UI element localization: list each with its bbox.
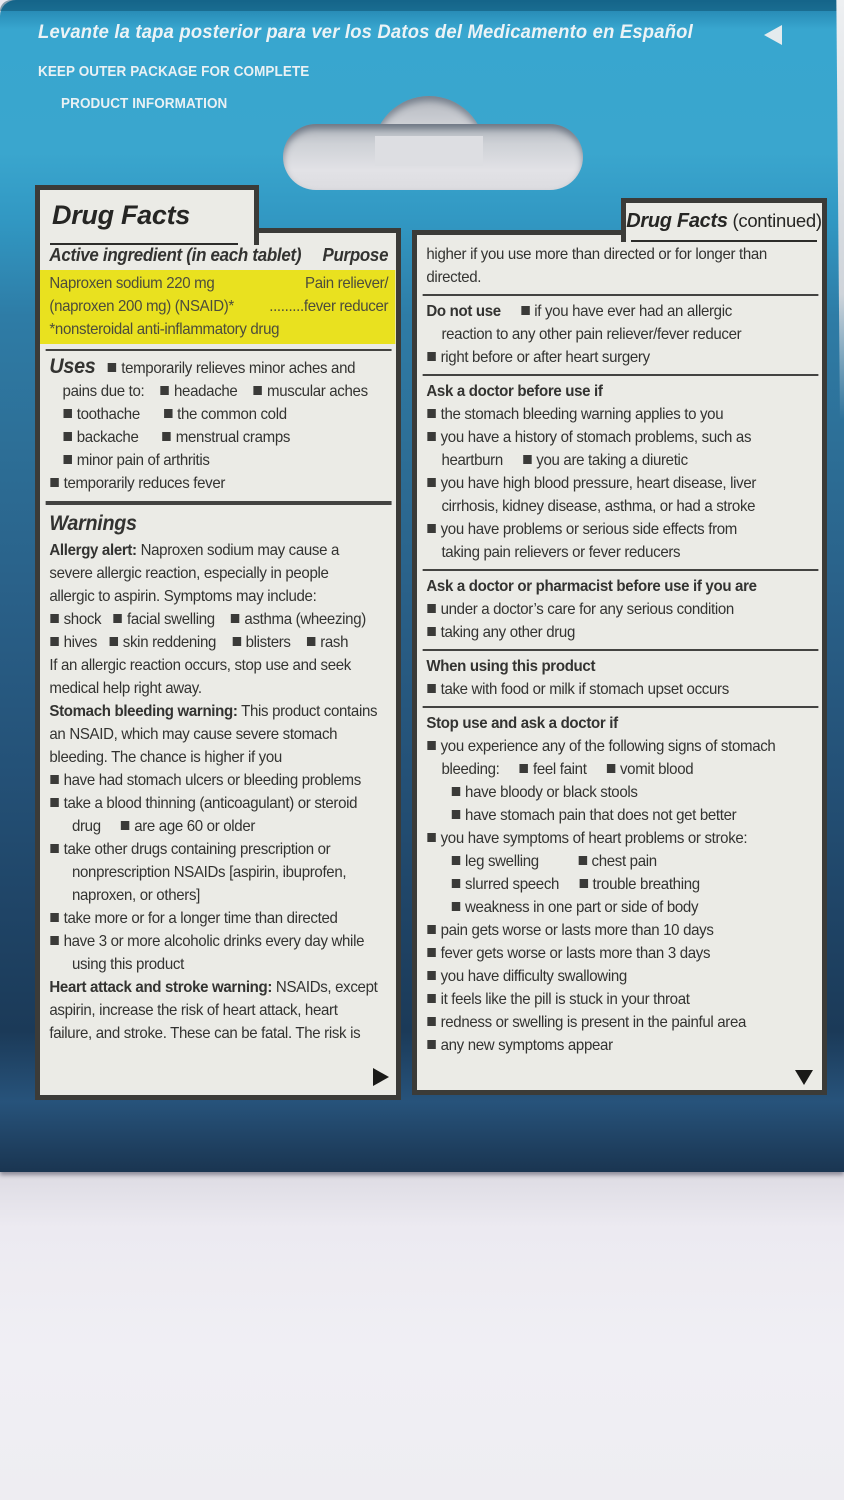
bullet-square-icon [50, 614, 58, 623]
text-segment: feel faint [529, 761, 606, 778]
text-line [426, 942, 814, 965]
text-segment: toothache [72, 406, 163, 423]
text-line [49, 654, 388, 677]
text-segment: asthma (wheezing) [240, 611, 366, 628]
col-left [49, 295, 234, 318]
text-line [49, 1022, 388, 1045]
bullet-square-icon [108, 363, 116, 372]
text-segment: minor pain of arthritis [72, 452, 210, 469]
text-line [49, 426, 388, 449]
text-line [426, 380, 814, 403]
section-divider [423, 374, 818, 376]
text-segment: hives [59, 634, 109, 651]
text-line [49, 631, 388, 654]
section-divider [46, 501, 392, 505]
text-segment: blisters [241, 634, 307, 651]
text-segment: Naproxen sodium 220 mg [49, 275, 215, 292]
text-line [426, 965, 814, 988]
text-segment: (naproxen 200 mg) (NSAID)* [49, 298, 234, 315]
text-segment: skin reddening [118, 634, 232, 651]
text-line [49, 815, 388, 838]
text-segment: the stomach bleeding warning applies to you [436, 406, 724, 423]
text-segment: aspirin, increase the risk of heart attack, heart [49, 1002, 338, 1019]
text-line [49, 403, 388, 426]
text-segment: higher if you use more than directed or for longer than [426, 246, 767, 263]
bullet-square-icon [64, 409, 72, 418]
text-line [426, 827, 814, 850]
text-segment: have had stomach ulcers or bleeding problems [59, 772, 361, 789]
text-segment: muscular aches [263, 383, 368, 400]
text-segment [501, 303, 520, 320]
text-segment: right before or after heart surgery [436, 349, 650, 366]
text-line [49, 472, 388, 495]
text-line [426, 919, 814, 942]
text-line [49, 838, 388, 861]
text-segment: you have problems or serious side effects from [436, 521, 737, 538]
text-segment: take a blood thinning (anticoagulant) or steroid [59, 795, 358, 812]
bullet-square-icon [64, 432, 72, 441]
text-segment: cirrhosis, kidney disease, asthma, or had a stroke [441, 498, 756, 515]
text-line [426, 678, 814, 701]
text-segment: backache [72, 429, 162, 446]
text-segment: are age 60 or older [130, 818, 256, 835]
text-line [426, 243, 814, 266]
text-line [49, 380, 388, 403]
text-segment: you experience any of the following signs of stomach [436, 738, 776, 755]
text-segment: if you have ever had an allergic [530, 303, 732, 320]
text-line [426, 712, 814, 735]
cutout-bump-fill [375, 136, 483, 166]
drug-facts-body-right [412, 230, 827, 1095]
text-segment: taking any other drug [436, 624, 575, 641]
text-line [49, 907, 388, 930]
text-segment: bleeding. The chance is higher if you [49, 749, 282, 766]
text-line [40, 318, 396, 344]
text-segment: Purpose [322, 245, 389, 265]
text-segment: naproxen, or others] [71, 887, 200, 904]
text-segment: you have symptoms of heart problems or stroke: [436, 830, 748, 847]
section-divider [46, 349, 392, 351]
text-segment: it feels like the pill is stuck in your throat [436, 991, 690, 1008]
text-segment: Warnings [49, 512, 137, 535]
bullet-square-icon [427, 1017, 435, 1026]
section-divider [423, 294, 818, 296]
text-segment: have 3 or more alcoholic drinks every day while [59, 933, 365, 950]
keep-outer-package-note: KEEP OUTER PACKAGE FOR COMPLETE PRODUCT INFORMATION [38, 64, 310, 112]
text-segment: temporarily reduces fever [59, 475, 226, 492]
text-line [426, 300, 814, 323]
title-underline [50, 243, 238, 246]
bullet-square-icon [427, 741, 435, 750]
bullet-square-icon [427, 604, 435, 613]
text-line [49, 241, 388, 270]
text-segment: This product contains [237, 703, 378, 720]
text-line [49, 608, 388, 631]
text-segment: Ask a doctor before use if [426, 383, 603, 400]
text-segment: .........fever reducer [269, 298, 389, 315]
text-segment: nonprescription NSAIDs [aspirin, ibuprofen, [71, 864, 347, 881]
text-line [426, 758, 814, 781]
text-segment: drug [71, 818, 121, 835]
continued-right-arrow-icon [373, 1068, 389, 1086]
table-surface [0, 1168, 844, 1500]
section-divider [423, 649, 818, 651]
text-line [49, 792, 388, 815]
text-segment: Naproxen sodium may cause a [136, 542, 340, 559]
text-line [49, 510, 388, 539]
text-segment: have bloody or black stools [461, 784, 638, 801]
hang-tab-cutout [283, 96, 583, 190]
text-line [49, 999, 388, 1022]
text-line [49, 677, 388, 700]
left-triangle-icon [764, 25, 782, 45]
bullet-square-icon [50, 936, 58, 945]
bullet-square-icon [50, 798, 58, 807]
bullet-square-icon [427, 432, 435, 441]
text-line [49, 355, 388, 380]
bullet-square-icon [427, 971, 435, 980]
text-segment: take more or for a longer time than directed [59, 910, 338, 927]
text-line [426, 873, 814, 896]
bullet-square-icon [161, 386, 169, 395]
bullet-square-icon [427, 627, 435, 636]
text-segment: If an allergic reaction occurs, stop use and seek [49, 657, 351, 674]
text-segment: any new symptoms appear [436, 1037, 613, 1054]
text-segment: heartburn [441, 452, 523, 469]
text-segment: an NSAID, which may cause severe stomach [49, 726, 338, 743]
text-segment: slurred speech [461, 876, 579, 893]
continued-down-arrow-icon [795, 1070, 813, 1085]
text-segment: facial swelling [123, 611, 231, 628]
text-line [49, 723, 388, 746]
text-line [426, 781, 814, 804]
text-segment: Uses [49, 355, 96, 378]
bullet-square-icon [427, 833, 435, 842]
bullet-square-icon [520, 764, 528, 773]
text-segment: temporarily relieves minor aches and [117, 360, 356, 377]
bullet-square-icon [427, 994, 435, 1003]
bullet-square-icon [452, 879, 460, 888]
text-line [49, 953, 388, 976]
bullet-square-icon [50, 637, 58, 646]
text-segment: take with food or milk if stomach upset occurs [436, 681, 729, 698]
bullet-square-icon [452, 810, 460, 819]
text-line [426, 896, 814, 919]
drug-facts-body-left [35, 228, 401, 1100]
drug-facts-panel-left [35, 185, 401, 1100]
text-segment: you have difficulty swallowing [436, 968, 627, 985]
bullet-square-icon [427, 684, 435, 693]
bullet-square-icon [114, 614, 122, 623]
bullet-square-icon [521, 306, 529, 315]
bullet-square-icon [50, 913, 58, 922]
text-line [426, 988, 814, 1011]
text-segment: severe allergic reaction, especially in people [49, 565, 329, 582]
spanish-banner-text: Levante la tapa posterior para ver los Datos del Medicamento en Español [38, 22, 693, 43]
bullet-square-icon [307, 637, 315, 646]
text-segment: you have high blood pressure, heart disease, liver [436, 475, 757, 492]
left-column-text [40, 233, 396, 1049]
text-line [426, 598, 814, 621]
text-line [426, 323, 814, 346]
drug-facts-title: Drug Facts [52, 200, 191, 230]
bullet-square-icon [578, 856, 586, 865]
text-line [426, 735, 814, 758]
bullet-square-icon [452, 787, 460, 796]
col-left [49, 242, 301, 270]
text-segment: chest pain [587, 853, 657, 870]
text-segment: medical help right away. [49, 680, 202, 697]
text-segment: pains due to: [62, 383, 160, 400]
text-segment: failure, and stroke. These can be fatal. The risk is [49, 1025, 361, 1042]
text-line [40, 270, 396, 295]
drug-facts-continued-tab [621, 198, 827, 242]
text-line [426, 449, 814, 472]
continued-label: (continued) [727, 210, 822, 231]
bullet-square-icon [163, 432, 171, 441]
text-segment: weakness in one part or side of body [461, 899, 699, 916]
text-line [426, 495, 814, 518]
text-line [426, 1034, 814, 1057]
text-segment: Ask a doctor or pharmacist before use if you are [426, 578, 757, 595]
bullet-square-icon [452, 856, 460, 865]
text-segment: bleeding: [441, 761, 519, 778]
text-line [49, 884, 388, 907]
bullet-square-icon [452, 902, 460, 911]
bullet-square-icon [121, 821, 129, 830]
bullet-square-icon [427, 478, 435, 487]
bullet-square-icon [232, 637, 240, 646]
text-segment: have stomach pain that does not get better [461, 807, 737, 824]
text-segment: vomit blood [616, 761, 694, 778]
text-line [426, 575, 814, 598]
col-right [305, 272, 388, 295]
drug-facts-panel-right [412, 198, 827, 1095]
bullet-square-icon [427, 925, 435, 934]
text-segment: you are taking a diuretic [532, 452, 688, 469]
text-line [426, 426, 814, 449]
text-segment: take other drugs containing prescription or [59, 841, 331, 858]
bullet-square-icon [164, 409, 172, 418]
text-line [49, 585, 388, 608]
bullet-square-icon [50, 844, 58, 853]
text-line [426, 518, 814, 541]
text-segment: Do not use [426, 303, 501, 320]
text-segment: Stomach bleeding warning: [49, 703, 238, 720]
text-line [49, 449, 388, 472]
col-left [49, 272, 214, 295]
bullet-square-icon [579, 879, 587, 888]
text-segment: NSAIDs, except [272, 979, 378, 996]
text-segment: using this product [71, 956, 184, 973]
text-line [49, 976, 388, 999]
text-segment: Active ingredient (in each tablet) [49, 245, 302, 265]
drug-facts-header-tab [35, 185, 259, 245]
section-divider [423, 706, 818, 708]
text-line [426, 850, 814, 873]
text-line [426, 621, 814, 644]
col-right [269, 295, 388, 318]
text-line [426, 403, 814, 426]
text-line [49, 769, 388, 792]
bullet-square-icon [427, 1040, 435, 1049]
bullet-square-icon [231, 614, 239, 623]
text-segment: you have a history of stomach problems, such as [436, 429, 752, 446]
text-line [49, 861, 388, 884]
bullet-square-icon [427, 948, 435, 957]
text-segment: directed. [426, 269, 482, 286]
text-segment: Allergy alert: [49, 542, 137, 559]
text-line [426, 804, 814, 827]
text-segment: Heart attack and stroke warning: [49, 979, 273, 996]
package-right-edge [835, 0, 844, 420]
bullet-square-icon [523, 455, 531, 464]
text-line [49, 562, 388, 585]
text-segment: fever gets worse or lasts more than 3 days [436, 945, 711, 962]
bullet-square-icon [427, 352, 435, 361]
text-segment: under a doctor’s care for any serious condition [436, 601, 734, 618]
text-segment: redness or swelling is present in the painful area [436, 1014, 747, 1031]
text-segment: taking pain relievers or fever reducers [441, 544, 681, 561]
text-segment: reaction to any other pain reliever/fever reducer [441, 326, 742, 343]
text-segment: menstrual cramps [171, 429, 291, 446]
text-line [426, 346, 814, 369]
text-segment: Pain reliever/ [305, 275, 389, 292]
text-segment: When using this product [426, 658, 596, 675]
text-line [49, 539, 388, 562]
bullet-square-icon [50, 775, 58, 784]
text-segment: rash [316, 634, 349, 651]
text-segment: headache [170, 383, 253, 400]
text-line [49, 746, 388, 769]
drug-facts-continued-title: Drug Facts [626, 210, 728, 232]
text-segment [95, 360, 107, 377]
bullet-square-icon [427, 409, 435, 418]
text-line [49, 930, 388, 953]
text-segment: *nonsteroidal anti-inflammatory drug [49, 321, 280, 338]
col-right [322, 242, 388, 270]
text-line [426, 541, 814, 564]
bullet-square-icon [110, 637, 118, 646]
text-line [49, 700, 388, 723]
text-line [426, 1011, 814, 1034]
text-line [426, 266, 814, 289]
text-segment: allergic to aspirin. Symptoms may include: [49, 588, 317, 605]
bullet-square-icon [427, 524, 435, 533]
right-column-text [417, 235, 822, 1061]
text-line [426, 472, 814, 495]
bullet-square-icon [64, 455, 72, 464]
text-segment: pain gets worse or lasts more than 10 days [436, 922, 714, 939]
title-underline [631, 240, 817, 242]
text-segment: shock [59, 611, 113, 628]
text-segment: trouble breathing [588, 876, 700, 893]
text-segment: the common cold [173, 406, 287, 423]
bullet-square-icon [254, 386, 262, 395]
bullet-square-icon [607, 764, 615, 773]
text-line [426, 655, 814, 678]
text-segment: leg swelling [461, 853, 578, 870]
bullet-square-icon [50, 478, 58, 487]
text-segment: Stop use and ask a doctor if [426, 715, 618, 732]
text-line [40, 295, 396, 318]
package-top-edge [0, 0, 844, 11]
section-divider [423, 569, 818, 571]
